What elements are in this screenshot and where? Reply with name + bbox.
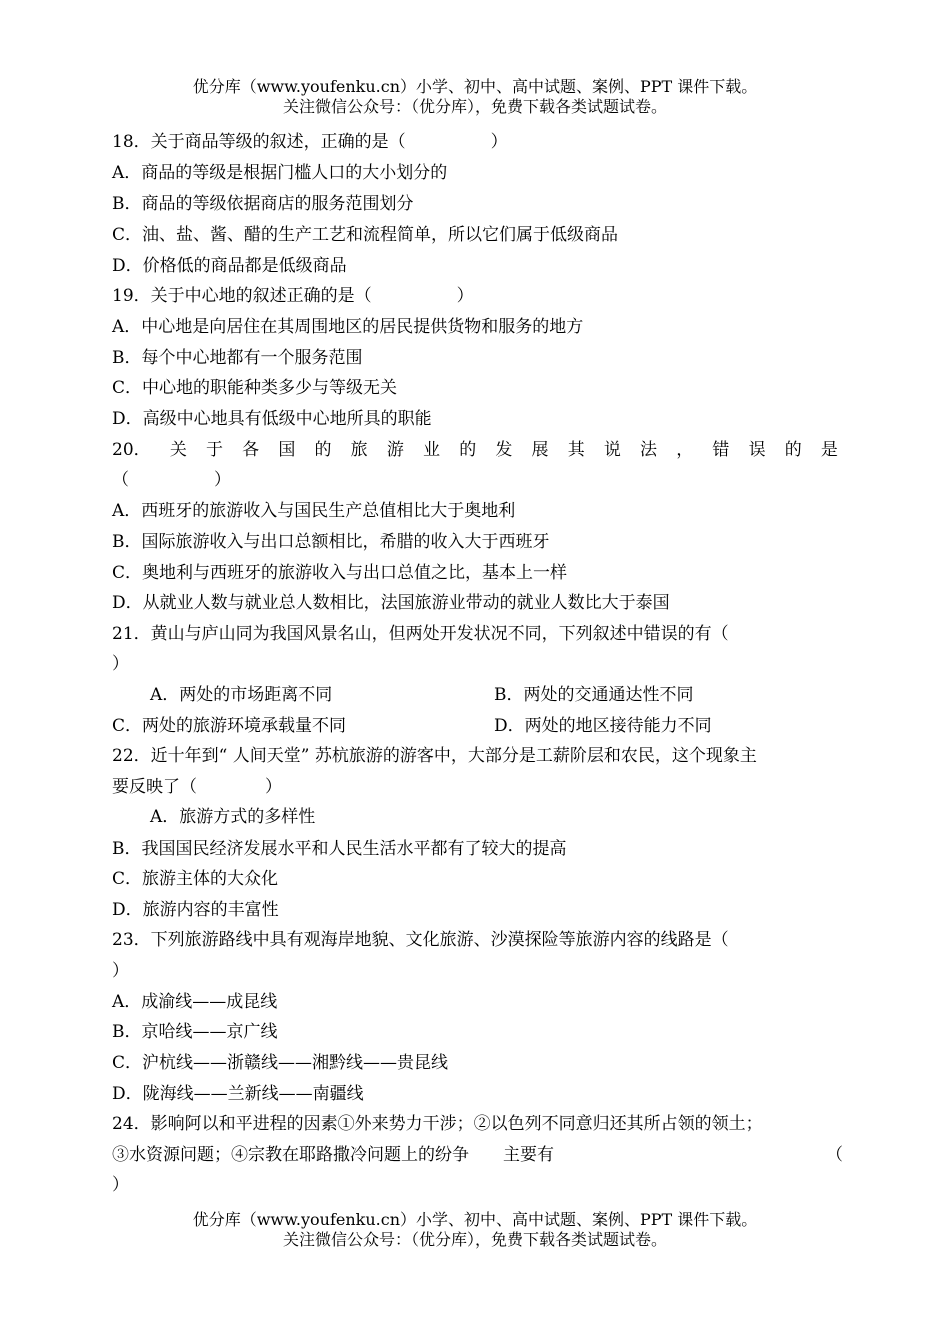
question-19-option-d: D．高级中心地具有低级中心地所具的职能	[112, 409, 432, 429]
question-21-option-a: A．两处的市场距离不同	[150, 685, 333, 705]
question-22-option-b: B．我国国民经济发展水平和人民生活水平都有了较大的提高	[112, 839, 567, 859]
question-22-option-c: C．旅游主体的大众化	[112, 869, 279, 889]
question-21-stem: 21．黄山与庐山同为我国风景名山，但两处开发状况不同，下列叙述中错误的有（	[112, 624, 729, 644]
question-24-stem-tail: ）	[112, 1175, 129, 1195]
question-18-stem: 18．关于商品等级的叙述，正确的是（ ）	[112, 132, 508, 152]
page-footer-line1: 优分库（www.youfenku.cn）小学、初中、高中试题、案例、PPT 课件下载。	[192, 1210, 758, 1229]
page-header-line1: 优分库（www.youfenku.cn）小学、初中、高中试题、案例、PPT 课件下载。	[192, 77, 758, 96]
question-18-option-c: C．油、盐、酱、醋的生产工艺和流程简单，所以它们属于低级商品	[112, 225, 619, 245]
question-23-stem-tail: ）	[112, 961, 129, 981]
question-22-option-d: D．旅游内容的丰富性	[112, 900, 279, 920]
question-20-option-a: A．西班牙的旅游收入与国民生产总值相比大于奥地利	[112, 501, 516, 521]
question-23-option-d: D．陇海线——兰新线——南疆线	[112, 1084, 364, 1104]
page-footer-line2: 关注微信公众号：（优分库），免费下载各类试题试卷。	[282, 1230, 667, 1249]
question-23-stem: 23．下列旅游路线中具有观海岸地貌、文化旅游、沙漠探险等旅游内容的线路是（	[112, 930, 729, 950]
question-20-stem: 20． 关 于 各 国 的 旅 游 业 的 发 展 其 说 法 ， 错 误 的 是	[112, 440, 838, 460]
question-23-option-c: C．沪杭线——浙赣线——湘黔线——贵昆线	[112, 1053, 449, 1073]
question-24-stem-line2: ③水资源问题；④宗教在耶路撒冷问题上的纷争 主要有	[112, 1145, 554, 1165]
question-21-option-d: D．两处的地区接待能力不同	[494, 716, 712, 736]
question-20-option-b: B．国际旅游收入与出口总额相比，希腊的收入大于西班牙	[112, 532, 550, 552]
question-23-option-a: A．成渝线——成昆线	[112, 992, 278, 1012]
question-19-option-c: C．中心地的职能种类多少与等级无关	[112, 378, 398, 398]
question-18-option-d: D．价格低的商品都是低级商品	[112, 256, 347, 276]
question-18-option-b: B．商品的等级依据商店的服务范围划分	[112, 194, 414, 214]
question-22-option-a: A．旅游方式的多样性	[150, 807, 316, 827]
question-20-stem-tail: （ ）	[112, 470, 231, 490]
question-24-stem-line2-bracket: （	[826, 1145, 843, 1165]
page-header-line2: 关注微信公众号：（优分库），免费下载各类试题试卷。	[282, 97, 667, 116]
question-20-option-c: C．奥地利与西班牙的旅游收入与出口总值之比，基本上一样	[112, 563, 568, 583]
question-24-stem: 24．影响阿以和平进程的因素①外来势力干涉；②以色列不同意归还其所占领的领土；	[112, 1114, 763, 1134]
question-21-option-c: C．两处的旅游环境承载量不同	[112, 716, 347, 736]
question-19-option-a: A．中心地是向居住在其周围地区的居民提供货物和服务的地方	[112, 317, 584, 337]
question-19-option-b: B．每个中心地都有一个服务范围	[112, 348, 363, 368]
question-22-stem: 22．近十年到“ 人间天堂” 苏杭旅游的游客中，大部分是工薪阶层和农民，这个现象主	[112, 746, 757, 766]
question-20-option-d: D．从就业人数与就业总人数相比，法国旅游业带动的就业人数比大于泰国	[112, 593, 670, 613]
question-18-option-a: A．商品的等级是根据门槛人口的大小划分的	[112, 163, 448, 183]
question-21-stem-tail: ）	[112, 654, 129, 674]
question-21-option-b: B．两处的交通通达性不同	[494, 685, 694, 705]
question-23-option-b: B．京哈线——京广线	[112, 1022, 278, 1042]
question-22-stem-tail: 要反映了（ ）	[112, 777, 282, 797]
question-19-stem: 19．关于中心地的叙述正确的是（ ）	[112, 286, 474, 306]
